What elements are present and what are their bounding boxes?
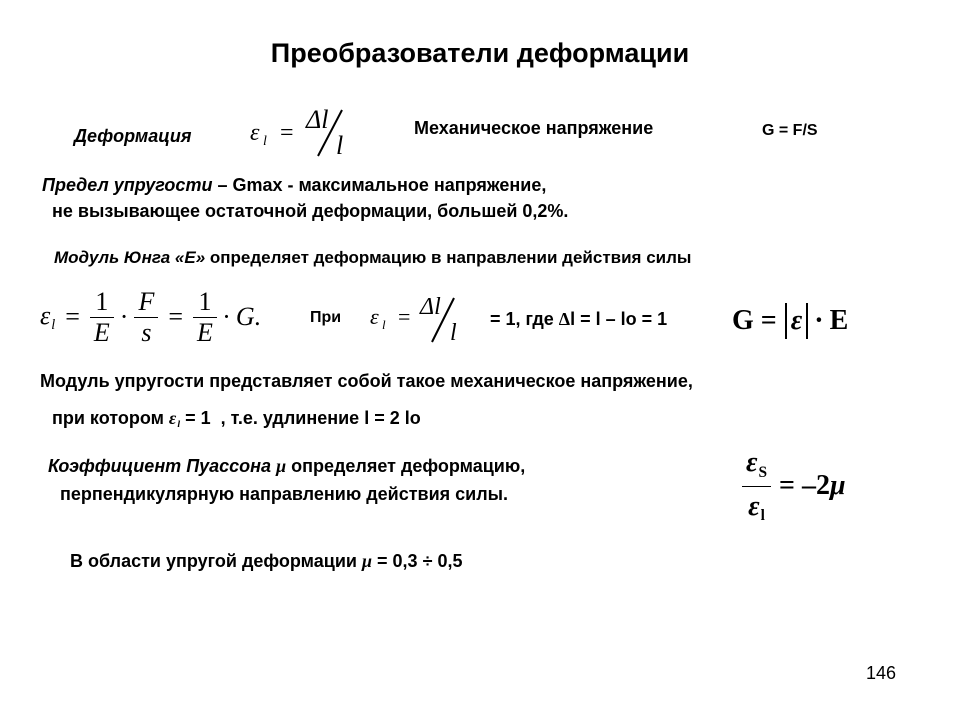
young-eps: $\varepsilon_l$ [40,300,56,333]
deformation-eq: = [280,120,294,146]
young-eq2: = [168,302,184,331]
condition-eps-sub: l [382,317,386,332]
g-formula-right: E [829,305,849,336]
poisson-formula [742,446,846,526]
condition-den: l [450,320,457,346]
young-lead: Модуль Юнга «E» [54,248,206,267]
g-formula [732,303,848,339]
g-formula-abs-eps: ε [785,303,808,339]
young-frac-3: $\frac{1}{E}$ [193,287,217,348]
condition-formula [368,290,480,346]
elastic-limit-line2: не вызывающее остаточной деформации, большей 0,2%. [52,201,569,221]
condition-pri: При [310,309,342,326]
young-frac-1: $\frac{1}{E}$ [90,287,114,348]
young-tail: · G. [222,302,262,331]
poisson-mu: μ [830,470,846,501]
page-number: 146 [866,663,897,683]
mu-symbol: μ [361,551,372,571]
g-formula-dot: · [814,305,824,336]
g-formula-left: G = [732,305,777,336]
poisson-rhs: = –2 [779,470,831,501]
poisson-line1: Коэффициент Пуассона μ определяет деформацию, [48,456,526,476]
deformation-den: l [336,131,344,160]
young-formula [40,282,261,352]
young-eq1: = [65,302,80,331]
range-symbol: ÷ [422,551,433,571]
deformation-eps-sub: l [263,134,267,149]
condition-eq: = [398,304,411,329]
elastic-limit-lead: Предел упругости [42,175,213,195]
mu-symbol: μ [276,456,287,476]
eps-l-symbol: $\varepsilon_l$ [168,408,181,431]
poisson-frac: $\frac{\varepsilon_S}{\varepsilon_l}$ [742,447,771,525]
deformation-formula [248,100,368,160]
elastic-limit-rest: – Gmax - максимальное напряжение, [212,175,547,195]
poisson-lead: Коэффициент Пуассона [48,456,272,476]
mech-stress-formula: G = F/S [762,122,818,139]
young-frac-2: $\frac{F}{s}$ [134,287,158,348]
delta-symbol: Δ [558,309,571,329]
deformation-label: Деформация [74,126,192,146]
mech-stress-label: Механическое напряжение [414,118,654,138]
deformation-eps: ε [250,120,260,146]
deformation-num: Δl [306,105,329,134]
elastic-modulus-line2: при котором $\varepsilon_l = 1$ , т.е. удлинение l = 2 lo [52,408,421,431]
elastic-modulus-line1: Модуль упругости представляет собой такое механическое напряжение, [40,371,693,391]
young-rest: определяет деформацию в направлении действия силы [205,248,692,267]
elastic-limit-line1 [42,175,546,196]
elastic-region-line: В области упругой деформации μ = 0,3 ÷ 0,5 [70,551,463,571]
condition-num: Δl [420,294,441,320]
young-line [54,248,691,268]
young-dot: · [119,302,129,331]
page-title: Преобразователи деформации [270,38,690,68]
condition-text: = 1, где Δl = l – lo = 1 [490,309,668,329]
poisson-line2: перпендикулярную направлению действия силы. [60,484,509,504]
condition-eps: ε [370,304,379,329]
